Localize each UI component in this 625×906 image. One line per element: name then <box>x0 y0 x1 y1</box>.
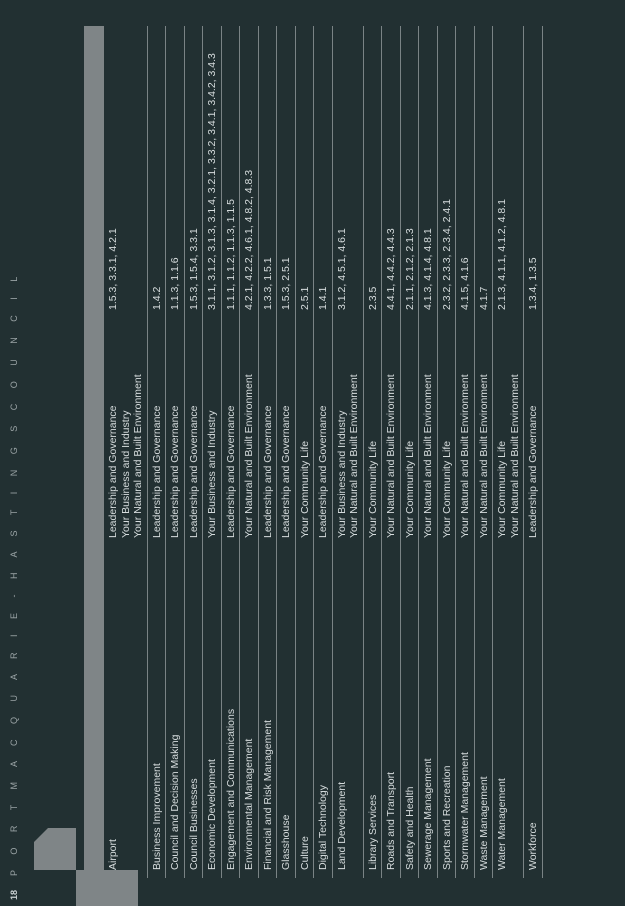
table-row <box>203 26 222 878</box>
community-direction <box>336 314 361 538</box>
direction-line: Leadership and Governance <box>107 405 119 538</box>
direction-line: Your Community Life <box>298 440 311 538</box>
strategy-numbers: 1.1.1, 1.1.2, 1.1.3, 1.1.5 <box>224 199 237 310</box>
community-direction <box>367 314 380 538</box>
community-direction <box>385 314 398 538</box>
services-table <box>84 26 604 878</box>
service-name: Business Improvement <box>150 763 163 870</box>
strategy-numbers: 3.1.1, 3.1.2, 3.1.3, 3.1.4, 3.2.1, 3.3.2, 3.4.1, 3.4.2, 3.4.3 <box>206 53 218 310</box>
community-direction <box>527 314 540 538</box>
community-direction <box>151 314 164 538</box>
direction-line: Leadership and Governance <box>527 405 539 538</box>
service-name: Land Development <box>335 781 348 870</box>
direction-line: Your Business and Industry <box>206 410 218 538</box>
service-name: Engagement and Communications <box>224 708 237 870</box>
service-name: Workforce <box>527 822 539 870</box>
strategy-numbers: 4.1.3, 4.1.4, 4.8.1 <box>422 228 434 310</box>
service-name: Financial and Risk Management <box>261 720 274 870</box>
table-row <box>438 26 457 878</box>
community-direction <box>459 314 472 538</box>
community-direction <box>404 314 417 538</box>
community-direction <box>225 314 238 538</box>
page-footer <box>0 0 28 906</box>
service-name: Roads and Transport <box>385 771 397 870</box>
direction-line: Your Business and Industry <box>335 410 348 538</box>
strategy-numbers: 4.4.1, 4.4.2, 4.4.3 <box>385 228 397 310</box>
strategy-numbers: 1.1.3, 1.1.6 <box>169 257 181 310</box>
direction-line: Leadership and Governance <box>187 405 200 538</box>
table-header-bar <box>84 26 104 878</box>
service-name: Waste Management <box>477 776 490 870</box>
service-name: Airport <box>107 839 119 870</box>
strategy-numbers: 2.1.1, 2.1.2, 2.1.3 <box>403 228 416 310</box>
direction-line: Your Community Life <box>440 440 453 538</box>
strategy-numbers: 3.1.2, 4.5.1, 4.6.1 <box>335 228 348 310</box>
community-direction <box>243 314 256 538</box>
community-direction <box>441 314 454 538</box>
service-name: Environmental Management <box>243 738 255 870</box>
organisation-name: P O R T M A C Q U A R I E - H A S T I N G S C O U N C I L <box>9 270 19 876</box>
direction-line: Leadership and Governance <box>261 405 274 538</box>
table-row <box>222 26 241 878</box>
table-row <box>493 26 524 878</box>
service-name: Water Management <box>496 778 508 870</box>
service-name: Glasshouse <box>280 814 292 870</box>
strategy-numbers: 2.3.5 <box>366 286 379 310</box>
strategy-numbers: 1.5.3, 1.5.4, 3.3.1 <box>187 228 200 310</box>
direction-line: Your Natural and Built Environment <box>243 374 255 538</box>
direction-line: Your Natural and Built Environment <box>508 374 521 538</box>
strategy-numbers: 1.3.4, 1.3.5 <box>527 257 539 310</box>
table-row <box>166 26 185 878</box>
community-direction <box>169 314 182 538</box>
table-row <box>296 26 315 878</box>
table-row <box>240 26 259 878</box>
strategy-numbers: 2.5.1 <box>298 286 311 310</box>
table-row <box>314 26 333 878</box>
service-name: Digital Technology <box>317 784 329 870</box>
table-row <box>104 26 148 878</box>
table-row <box>475 26 494 878</box>
table-body <box>104 26 543 878</box>
service-name: Safety and Health <box>403 786 416 870</box>
table-row <box>148 26 167 878</box>
strategy-numbers: 2.1.3, 4.1.1, 4.1.2, 4.8.1 <box>496 199 508 310</box>
table-row <box>333 26 364 878</box>
direction-line: Your Natural and Built Environment <box>385 374 397 538</box>
strategy-numbers: 1.5.3, 2.5.1 <box>280 257 292 310</box>
direction-line: Your Natural and Built Environment <box>477 374 490 538</box>
direction-line: Your Community Life <box>403 440 416 538</box>
strategy-numbers: 1.4.2 <box>150 286 163 310</box>
strategy-numbers: 2.3.2, 2.3.3, 2.3.4, 2.4.1 <box>440 199 453 310</box>
strategy-numbers: 4.1.7 <box>477 286 490 310</box>
table-row <box>364 26 383 878</box>
direction-line: Your Community Life <box>496 440 508 538</box>
table-row <box>185 26 204 878</box>
table-row <box>259 26 278 878</box>
direction-line: Leadership and Governance <box>280 405 292 538</box>
direction-line: Leadership and Governance <box>317 405 329 538</box>
community-direction <box>280 314 293 538</box>
table-row <box>419 26 438 878</box>
direction-line: Your Community Life <box>366 440 379 538</box>
community-direction <box>206 314 219 538</box>
service-name: Council and Decision Making <box>169 734 181 870</box>
direction-line: Your Natural and Built Environment <box>459 374 471 538</box>
service-name: Sewerage Management <box>422 758 434 870</box>
community-direction <box>299 314 312 538</box>
service-name: Culture <box>298 836 311 870</box>
strategy-numbers: 1.4.1 <box>317 286 329 310</box>
direction-line: Leadership and Governance <box>150 405 163 538</box>
table-row <box>277 26 296 878</box>
community-direction <box>422 314 435 538</box>
direction-line: Leadership and Governance <box>224 405 237 538</box>
community-direction <box>262 314 275 538</box>
table-row <box>456 26 475 878</box>
service-name: Sports and Recreation <box>440 765 453 870</box>
service-name: Council Businesses <box>187 778 200 870</box>
table-row <box>401 26 420 878</box>
service-name: Library Services <box>366 794 379 870</box>
strategy-numbers: 4.1.5, 4.1.6 <box>459 257 471 310</box>
direction-line: Your Natural and Built Environment <box>132 374 144 538</box>
community-direction <box>478 314 491 538</box>
community-direction <box>107 314 145 538</box>
table-row <box>524 26 543 878</box>
service-name: Stormwater Management <box>459 752 471 870</box>
community-direction <box>188 314 201 538</box>
table-row <box>382 26 401 878</box>
strategy-numbers: 4.2.1, 4.2.2, 4.6.1, 4.8.2, 4.8.3 <box>243 169 255 310</box>
direction-line: Your Natural and Built Environment <box>348 374 360 538</box>
direction-line: Leadership and Governance <box>169 405 181 538</box>
service-name: Economic Development <box>206 759 218 870</box>
community-direction <box>496 314 521 538</box>
direction-line: Your Natural and Built Environment <box>422 374 434 538</box>
page-number: 18 <box>9 889 19 900</box>
community-direction <box>317 314 330 538</box>
decorative-corner-triangle <box>34 828 48 842</box>
direction-line: Your Business and Industry <box>119 410 132 538</box>
strategy-numbers: 1.3.3, 1.5.1 <box>261 257 274 310</box>
strategy-numbers: 1.5.3, 3.3.1, 4.2.1 <box>107 228 119 310</box>
